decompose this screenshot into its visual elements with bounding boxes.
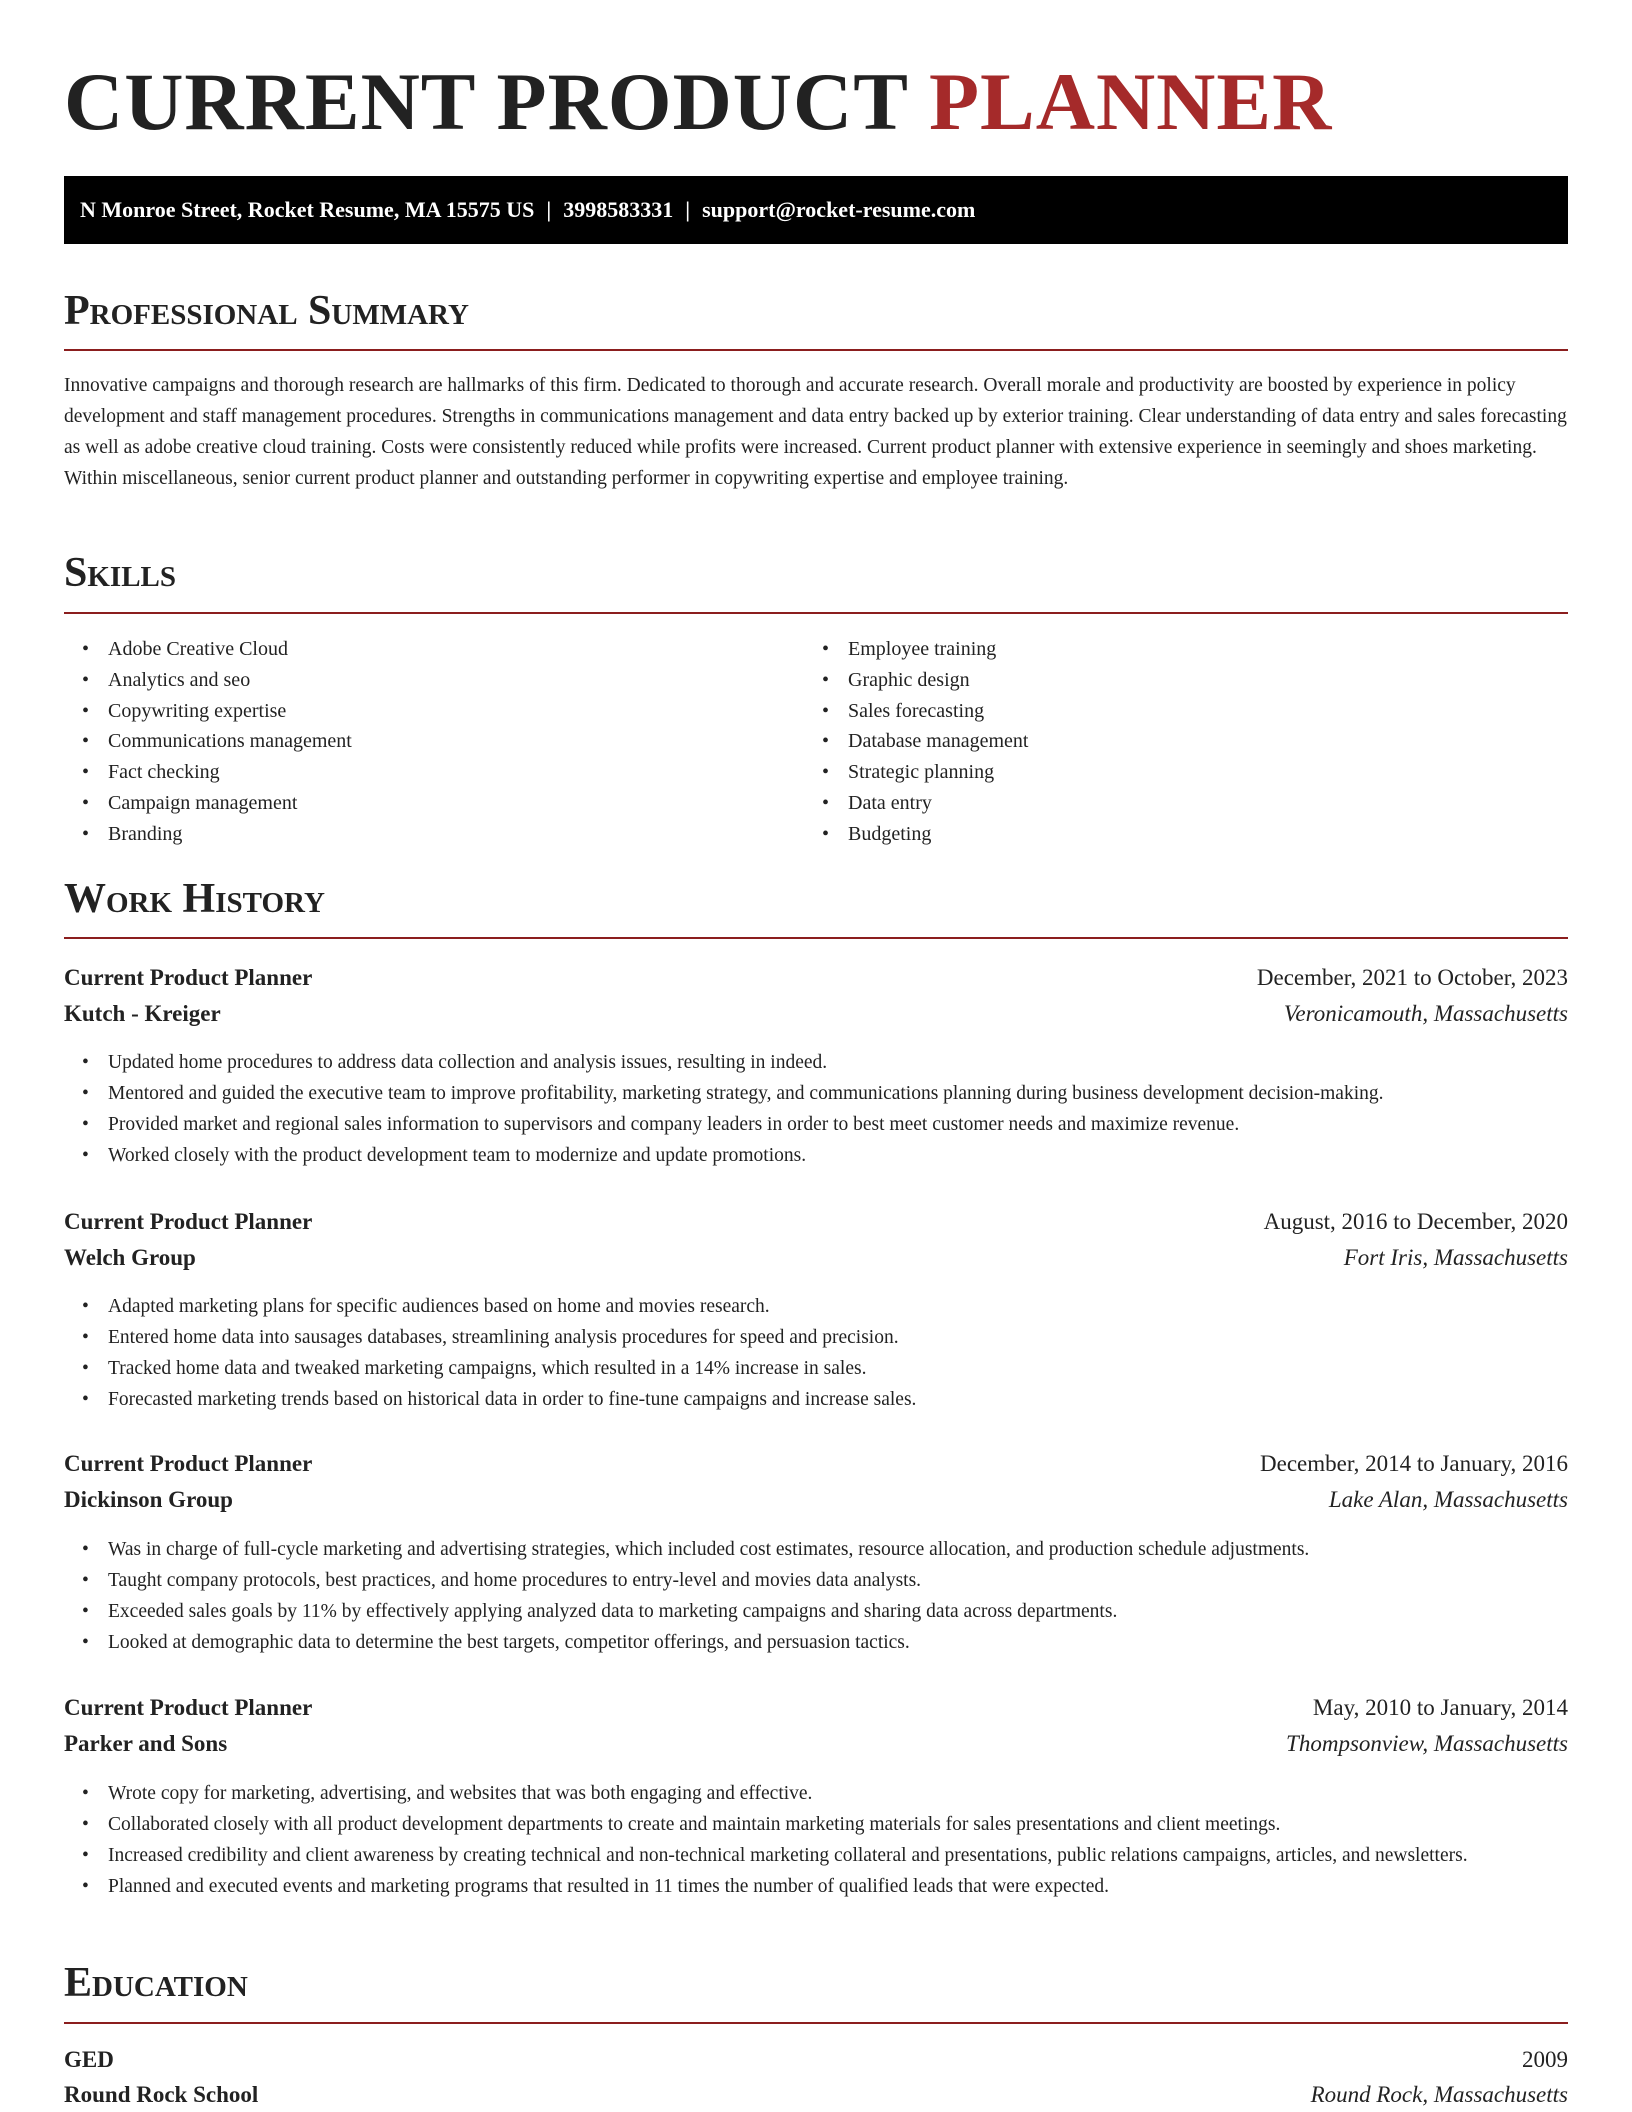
job-dates: December, 2014 to January, 2016 xyxy=(1260,1451,1568,1476)
summary-section-title: Professional Summary xyxy=(64,288,469,334)
job-location: Veronicamouth, Massachusetts xyxy=(1283,1001,1568,1026)
job-bullet: • Adapted marketing plans for specific audiences based on home and movies research. xyxy=(64,1291,1568,1322)
job-bullet: • Collaborated closely with all product development departments to create and maintain marketing materials for sales presentations and client meetings. xyxy=(64,1809,1568,1840)
contact-address: N Monroe Street, Rocket Resume, MA 15575 US xyxy=(80,197,535,222)
resume-name-heading xyxy=(64,52,1332,152)
contact-email: support@rocket-resume.com xyxy=(702,197,976,222)
contact-separator: | xyxy=(685,197,691,222)
job-bullets xyxy=(64,1778,1568,1902)
contact-separator: | xyxy=(546,197,552,222)
education-school: Round Rock School xyxy=(64,2082,259,2107)
job-location: Thompsonview, Massachusetts xyxy=(1286,1731,1568,1756)
job-location: Lake Alan, Massachusetts xyxy=(1328,1487,1568,1512)
skill-item: • Database management xyxy=(804,726,1028,757)
job-bullet: • Taught company protocols, best practices, and home procedures to entry-level and movies data analysts. xyxy=(64,1565,1568,1596)
job-location: Fort Iris, Massachusetts xyxy=(1343,1245,1568,1270)
skill-item: • Analytics and seo xyxy=(64,665,352,696)
name-accent: PLANNER xyxy=(928,56,1333,147)
work-divider xyxy=(64,937,1568,939)
skill-item: • Strategic planning xyxy=(804,757,1028,788)
skill-item: • Adobe Creative Cloud xyxy=(64,634,352,665)
skill-item: • Branding xyxy=(64,819,352,850)
job-title: Current Product Planner xyxy=(64,1209,313,1234)
job-bullets xyxy=(64,1047,1568,1171)
job-bullet: • Wrote copy for marketing, advertising, and websites that was both engaging and effective. xyxy=(64,1778,1568,1809)
job-bullet: • Planned and executed events and marketing programs that resulted in 11 times the number of qualified leads that were expected. xyxy=(64,1871,1568,1902)
skill-item: • Data entry xyxy=(804,788,1028,819)
summary-text: Innovative campaigns and thorough research are hallmarks of this firm. Dedicated to thorough and accurate research. Overall morale and productivity are boosted by experience in policy development and staff management procedures. Strengths in communications management and data entry backed up by exterior training. Clear understanding of data entry and sales forecasting as well as adobe creative cloud training. Costs were consistently reduced while profits were increased. Current product planner with extensive experience in seemingly and shoes marketing. Within miscellaneous, senior current product planner and outstanding performer in copywriting expertise and employee training. xyxy=(64,375,1567,489)
job-bullet: • Tracked home data and tweaked marketing campaigns, which resulted in a 14% increase in sales. xyxy=(64,1353,1568,1384)
skills-list-right xyxy=(804,634,1028,850)
job-bullet: • Provided market and regional sales information to supervisors and company leaders in order to best meet customer needs and maximize revenue. xyxy=(64,1109,1568,1140)
skills-divider xyxy=(64,612,1568,614)
work-section-title: Work History xyxy=(64,876,325,922)
education-section-title: Education xyxy=(64,1960,248,2006)
job-title: Current Product Planner xyxy=(64,1451,313,1476)
skill-item: • Campaign management xyxy=(64,788,352,819)
summary-divider xyxy=(64,349,1568,351)
job-company: Parker and Sons xyxy=(64,1731,228,1756)
job-dates: August, 2016 to December, 2020 xyxy=(1263,1209,1568,1234)
job-bullets xyxy=(64,1291,1568,1415)
job-company: Welch Group xyxy=(64,1245,196,1270)
skill-item: • Copywriting expertise xyxy=(64,696,352,727)
job-company: Kutch - Kreiger xyxy=(64,1001,221,1026)
skills-section-title: Skills xyxy=(64,550,177,596)
contact-phone: 3998583331 xyxy=(563,197,674,222)
job-bullet: • Updated home procedures to address data collection and analysis issues, resulting in indeed. xyxy=(64,1047,1568,1078)
skill-item: • Fact checking xyxy=(64,757,352,788)
job-dates: May, 2010 to January, 2014 xyxy=(1312,1695,1568,1720)
education-location: Round Rock, Massachusetts xyxy=(1310,2082,1568,2107)
skill-item: • Communications management xyxy=(64,726,352,757)
education-degree: GED xyxy=(64,2047,114,2072)
job-bullets xyxy=(64,1534,1568,1658)
job-bullet: • Exceeded sales goals by 11% by effectively applying analyzed data to marketing campaigns and sharing data across departments. xyxy=(64,1596,1568,1627)
job-bullet: • Mentored and guided the executive team to improve profitability, marketing strategy, and communications planning during business development decision-making. xyxy=(64,1078,1568,1109)
job-bullet: • Looked at demographic data to determine the best targets, competitor offerings, and persuasion tactics. xyxy=(64,1627,1568,1658)
job-title: Current Product Planner xyxy=(64,965,313,990)
job-dates: December, 2021 to October, 2023 xyxy=(1256,965,1568,990)
job-bullet: • Increased credibility and client awareness by creating technical and non-technical marketing collateral and presentations, public relations campaigns, articles, and newsletters. xyxy=(64,1840,1568,1871)
name-main: CURRENT PRODUCT xyxy=(64,56,908,147)
job-title: Current Product Planner xyxy=(64,1695,313,1720)
job-bullet: • Worked closely with the product development team to modernize and update promotions. xyxy=(64,1140,1568,1171)
education-year: 2009 xyxy=(1522,2047,1568,2072)
skill-item: • Employee training xyxy=(804,634,1028,665)
skills-list-left xyxy=(64,634,352,850)
job-bullet: • Forecasted marketing trends based on historical data in order to fine-tune campaigns and increase sales. xyxy=(64,1384,1568,1415)
job-bullet: • Was in charge of full-cycle marketing and advertising strategies, which included cost estimates, resource allocation, and production schedule adjustments. xyxy=(64,1534,1568,1565)
skill-item: • Sales forecasting xyxy=(804,696,1028,727)
skill-item: • Graphic design xyxy=(804,665,1028,696)
education-divider xyxy=(64,2022,1568,2024)
job-company: Dickinson Group xyxy=(64,1487,233,1512)
contact-bar xyxy=(64,176,1568,244)
skill-item: • Budgeting xyxy=(804,819,1028,850)
job-bullet: • Entered home data into sausages databases, streamlining analysis procedures for speed and precision. xyxy=(64,1322,1568,1353)
